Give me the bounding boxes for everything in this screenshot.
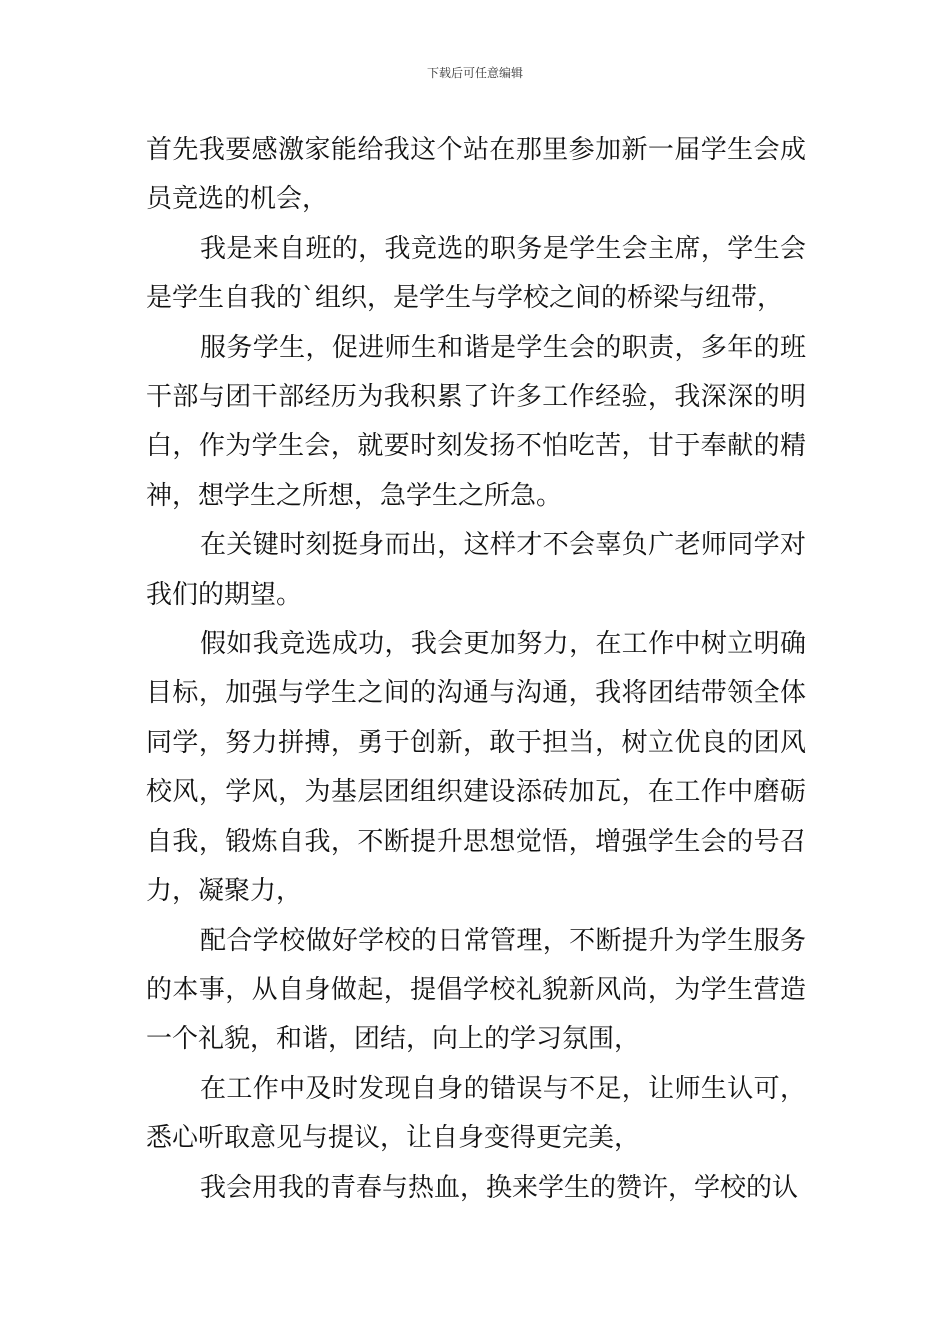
document-body xyxy=(146,126,806,1213)
paragraph-1: 首先我要感激家能给我这个站在那里参加新一届学生会成员竞选的机会， xyxy=(146,135,806,215)
paragraph-5: 假如我竞选成功，我会更加努力，在工作中树立明确目标，加强与学生之间的沟通与沟通，我将团结带领全体同学，努力拼搏，勇于创新，敢于担当，树立优良的团风校风，学风，为基层团组织建设添砖加瓦，在工作中磨砺自我，锻炼自我，不断提升思想觉悟，增强学生会的号召力，凝聚力， xyxy=(146,629,806,907)
paragraph-7: 在工作中及时发现自身的错误与不足，让师生认可，悉心听取意见与提议，让自身变得更完美， xyxy=(146,1073,806,1154)
paragraph-8: 我会用我的青春与热血，换来学生的赞许，学校的认 xyxy=(200,1172,799,1203)
paragraph-3: 服务学生，促进师生和谐是学生会的职责，多年的班干部与团干部经历为我积累了许多工作经验，我深深的明白，作为学生会，就要时刻发扬不怕吃苦，甘于奉献的精神，想学生之所想，急学生之所急。 xyxy=(146,332,806,511)
paragraph-4: 在关键时刻挺身而出，这样才不会辜负广老师同学对我们的期望。 xyxy=(146,530,806,610)
page-header: 下载后可任意编辑 xyxy=(426,66,523,80)
paragraph-2: 我是来自班的，我竞选的职务是学生会主席，学生会是学生自我的`组织，是学生与学校之间的桥梁与纽带， xyxy=(146,233,806,314)
paragraph-6: 配合学校做好学校的日常管理，不断提升为学生服务的本事，从自身做起，提倡学校礼貌新风尚，为学生营造一个礼貌，和谐，团结，向上的学习氛围， xyxy=(146,925,806,1055)
